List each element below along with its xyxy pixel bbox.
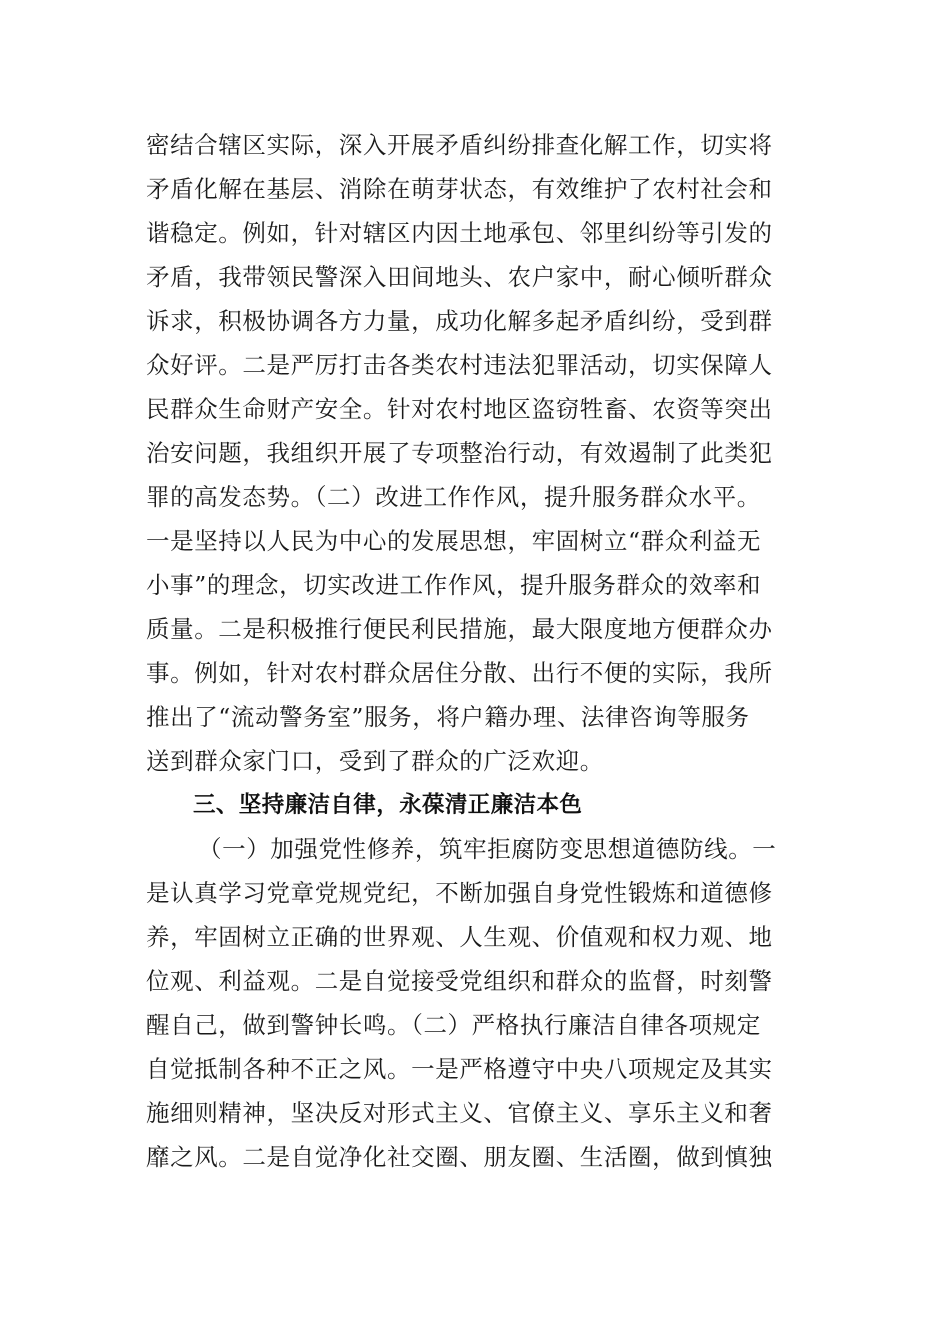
text-line: 位观、利益观。二是自觉接受党组织和群众的监督，时刻警 (146, 967, 773, 995)
text-line: 送到群众家门口，受到了群众的广泛欢迎。 (146, 747, 604, 775)
text-line: 矛盾化解在基层、消除在萌芽状态，有效维护了农村社会和 (146, 175, 773, 203)
text-line: 醒自己，做到警钟长鸣。（二）严格执行廉洁自律各项规定 (146, 1011, 761, 1039)
text-line: 众好评。二是严厉打击各类农村违法犯罪活动，切实保障人 (146, 351, 773, 379)
text-line: 治安问题，我组织开展了专项整治行动，有效遏制了此类犯 (146, 439, 773, 467)
text-line: 自觉抵制各种不正之风。一是严格遵守中央八项规定及其实 (146, 1055, 773, 1083)
text-line: 质量。二是积极推行便民利民措施，最大限度地方便群众办 (146, 615, 773, 643)
text-line: （一）加强党性修养，筑牢拒腐防变思想道德防线。一 (198, 835, 777, 863)
text-line: 小事”的理念，切实改进工作作风，提升服务群众的效率和 (146, 571, 762, 599)
text-line: 一是坚持以人民为中心的发展思想，牢固树立“群众利益无 (146, 527, 762, 555)
text-line: 是认真学习党章党规党纪，不断加强自身党性锻炼和道德修 (146, 879, 773, 907)
text-line: 推出了“流动警务室”服务，将户籍办理、法律咨询等服务 (146, 703, 750, 731)
text-line: 施细则精神，坚决反对形式主义、官僚主义、享乐主义和奢 (146, 1099, 773, 1127)
text-line: 密结合辖区实际，深入开展矛盾纠纷排查化解工作，切实将 (146, 131, 773, 159)
text-line: 诉求，积极协调各方力量，成功化解多起矛盾纠纷，受到群 (146, 307, 773, 335)
text-line: 谐稳定。例如，针对辖区内因土地承包、邻里纠纷等引发的 (146, 219, 773, 247)
text-line: 民群众生命财产安全。针对农村地区盗窃牲畜、农资等突出 (146, 395, 773, 423)
text-line: 矛盾，我带领民警深入田间地头、农户家中，耐心倾听群众 (146, 263, 773, 291)
section-heading: 三、坚持廉洁自律，永葆清正廉洁本色 (193, 792, 583, 818)
text-line: 养，牢固树立正确的世界观、人生观、价值观和权力观、地 (146, 923, 773, 951)
text-line: 罪的高发态势。（二）改进工作作风，提升服务群众水平。 (146, 483, 761, 511)
text-line: 事。例如，针对农村群众居住分散、出行不便的实际，我所 (146, 659, 773, 687)
text-line: 靡之风。二是自觉净化社交圈、朋友圈、生活圈，做到慎独 (146, 1143, 773, 1171)
